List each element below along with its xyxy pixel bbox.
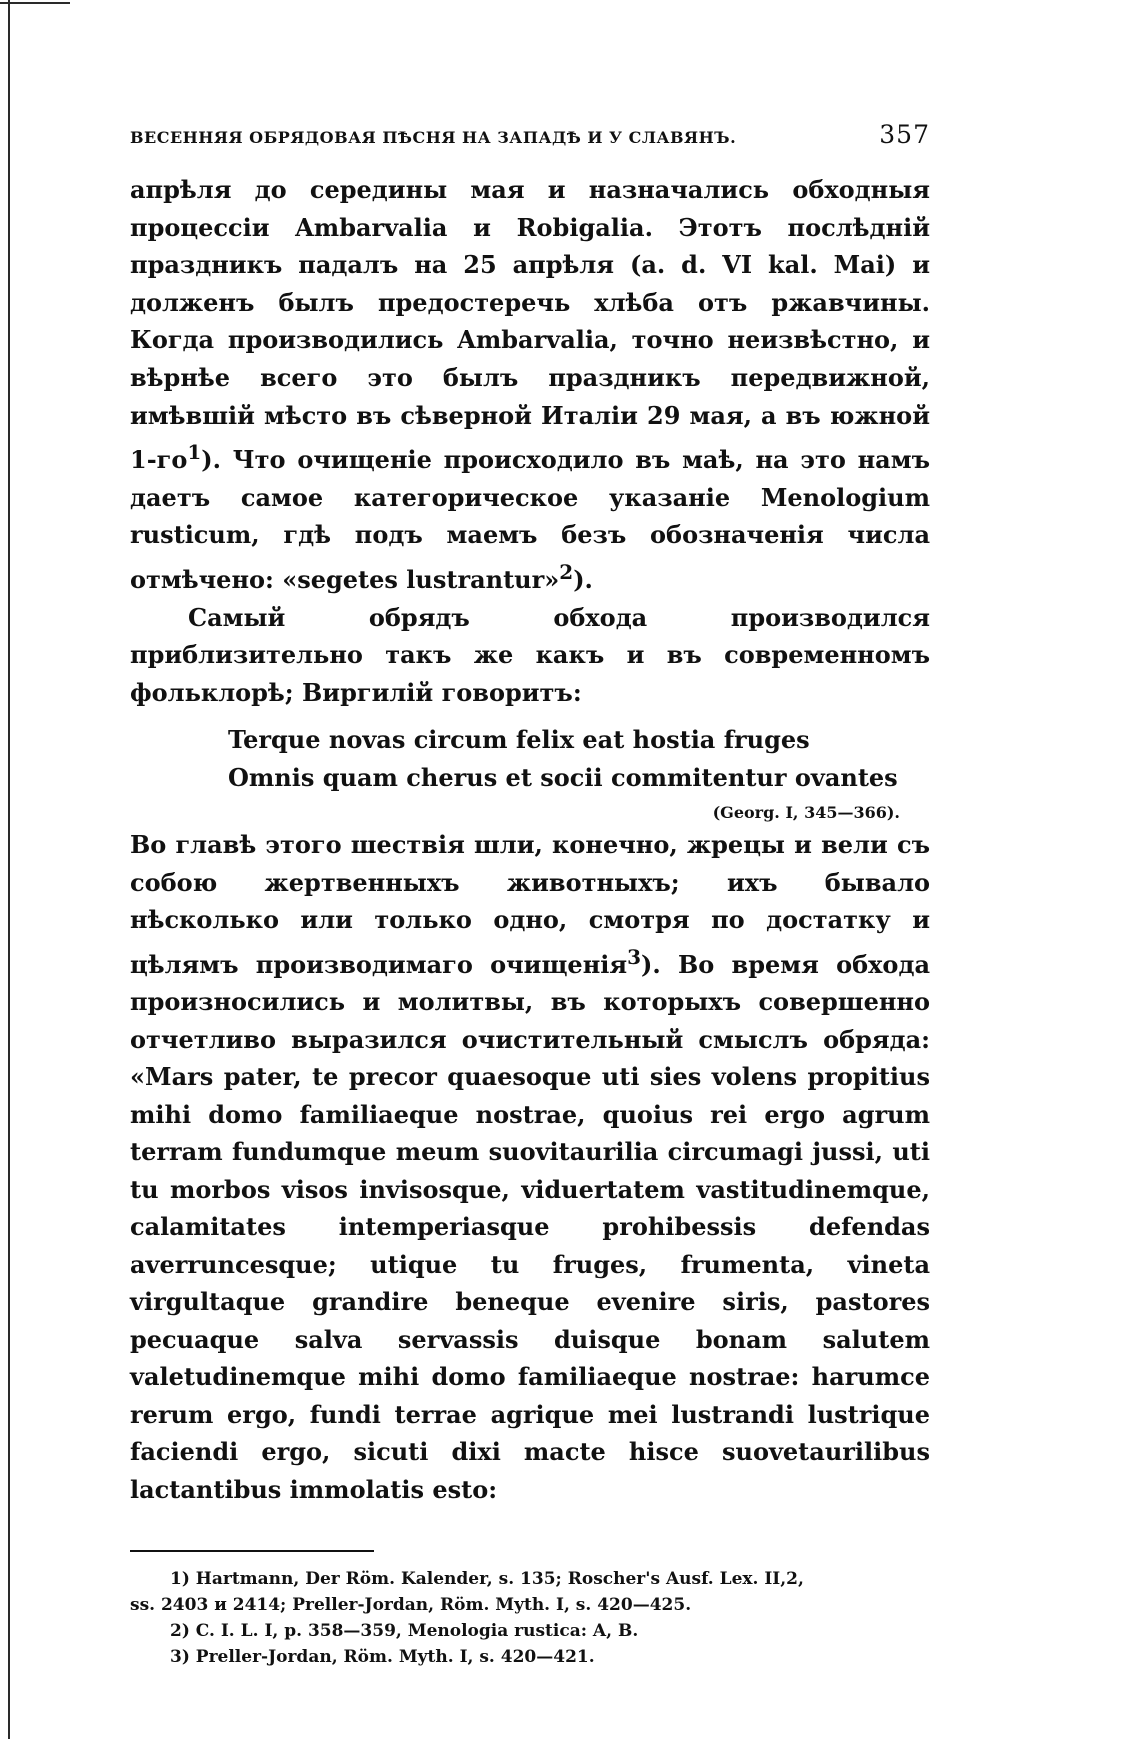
verse-line-2: Omnis quam cherus et socii commitentur ovantes	[228, 763, 898, 793]
paragraph-3-text-b: ). Во время обхода произносились и молитвы, въ которыхъ совершенно отчетливо выразился очистительный смыслъ обряда: «Mars pater, te precor quaesoque uti sies volens propitius mihi domo familiaeque nostrae, quoius rei ergo agrum terram fundumque meum suovitaurilia circumagi jussi, uti tu morbos visos invisosque, viduertatem vastitudinemque, calamitates intemperiasque prohibessis defendas averruncesque; utique tu fruges, frumenta, vineta virgultaque grandire beneque evenire siris, pastores pecuaque salva servassis duisque bonam salutem valetudinemque mihi domo familiaeque nostrae: harumce rerum ergo, fundi terrae agrique mei lustrandi lustrique faciendi ergo, sicuti dixi macte hisce suovetaurilibus lactantibus immolatis esto:	[130, 949, 930, 1504]
footnote-ref-1: 1	[187, 440, 202, 465]
paragraph-1-text-c: ).	[573, 564, 593, 594]
verse-source: (Georg. I, 345—366).	[712, 803, 900, 823]
footnote-ref-2: 2	[559, 559, 574, 584]
book-page	[130, 120, 930, 1670]
paragraph-1	[130, 171, 930, 599]
running-title: ВЕСЕННЯЯ ОБРЯДОВАЯ ПѢСНЯ НА ЗАПАДѢ И У СЛАВЯНЪ.	[130, 128, 737, 147]
running-header	[130, 120, 930, 149]
verse-line-1: Terque novas circum felix eat hostia fruges	[228, 725, 810, 755]
paragraph-1-text-a: апрѣля до середины мая и назначались обходныя процессіи Ambarvalia и Robigalia. Этотъ послѣдній праздникъ падалъ на 25 апрѣля (a. d. VI kal. Mai) и долженъ былъ предостеречь хлѣба отъ ржавчины. Когда производились Ambarvalia, точно неизвѣстно, и вѣрнѣе всего это былъ праздникъ передвижной, имѣвшій мѣсто въ сѣверной Италіи 29 мая, а въ южной 1-го	[130, 175, 930, 475]
paragraph-2: Самый обрядъ обхода производился приблизительно такъ же какъ и въ современномъ фольклорѣ; Виргилій говоритъ:	[130, 602, 930, 707]
footnote-3: 3) Preller-Jordan, Röm. Myth. I, s. 420—421.	[170, 1647, 595, 1668]
footnote-2: 2) C. I. L. I, p. 358—359, Menologia rustica: A, B.	[170, 1621, 639, 1642]
paragraph-3-text-a: Во главѣ этого шествія шли, конечно, жрецы и вели съ собою жертвенныхъ животныхъ; ихъ бывало нѣсколько или только одно, смотря по достатку и цѣлямъ производимаго очищенія	[130, 830, 930, 979]
page-number: 357	[879, 120, 930, 149]
paragraph-1-text-b: ). Что очищеніе происходило въ маѣ, на это намъ даетъ самое категорическое указаніе Menologium rusticum, гдѣ подъ маемъ безъ обозначенія числа отмѣчено: «segetes lustrantur»	[130, 445, 930, 594]
paragraph-3	[130, 826, 930, 1508]
verse-quote	[228, 721, 930, 797]
footnote-1-line-1: 1) Hartmann, Der Röm. Kalender, s. 135; Roscher's Ausf. Lex. II,2,	[170, 1569, 804, 1590]
footnote-1-line-2: ss. 2403 и 2414; Preller-Jordan, Röm. Myth. I, s. 420—425.	[130, 1595, 692, 1616]
footnote-divider	[130, 1550, 374, 1552]
page-corner-mark	[0, 2, 70, 4]
page-edge-line	[8, 0, 10, 1739]
footnote-ref-3: 3	[627, 944, 642, 969]
